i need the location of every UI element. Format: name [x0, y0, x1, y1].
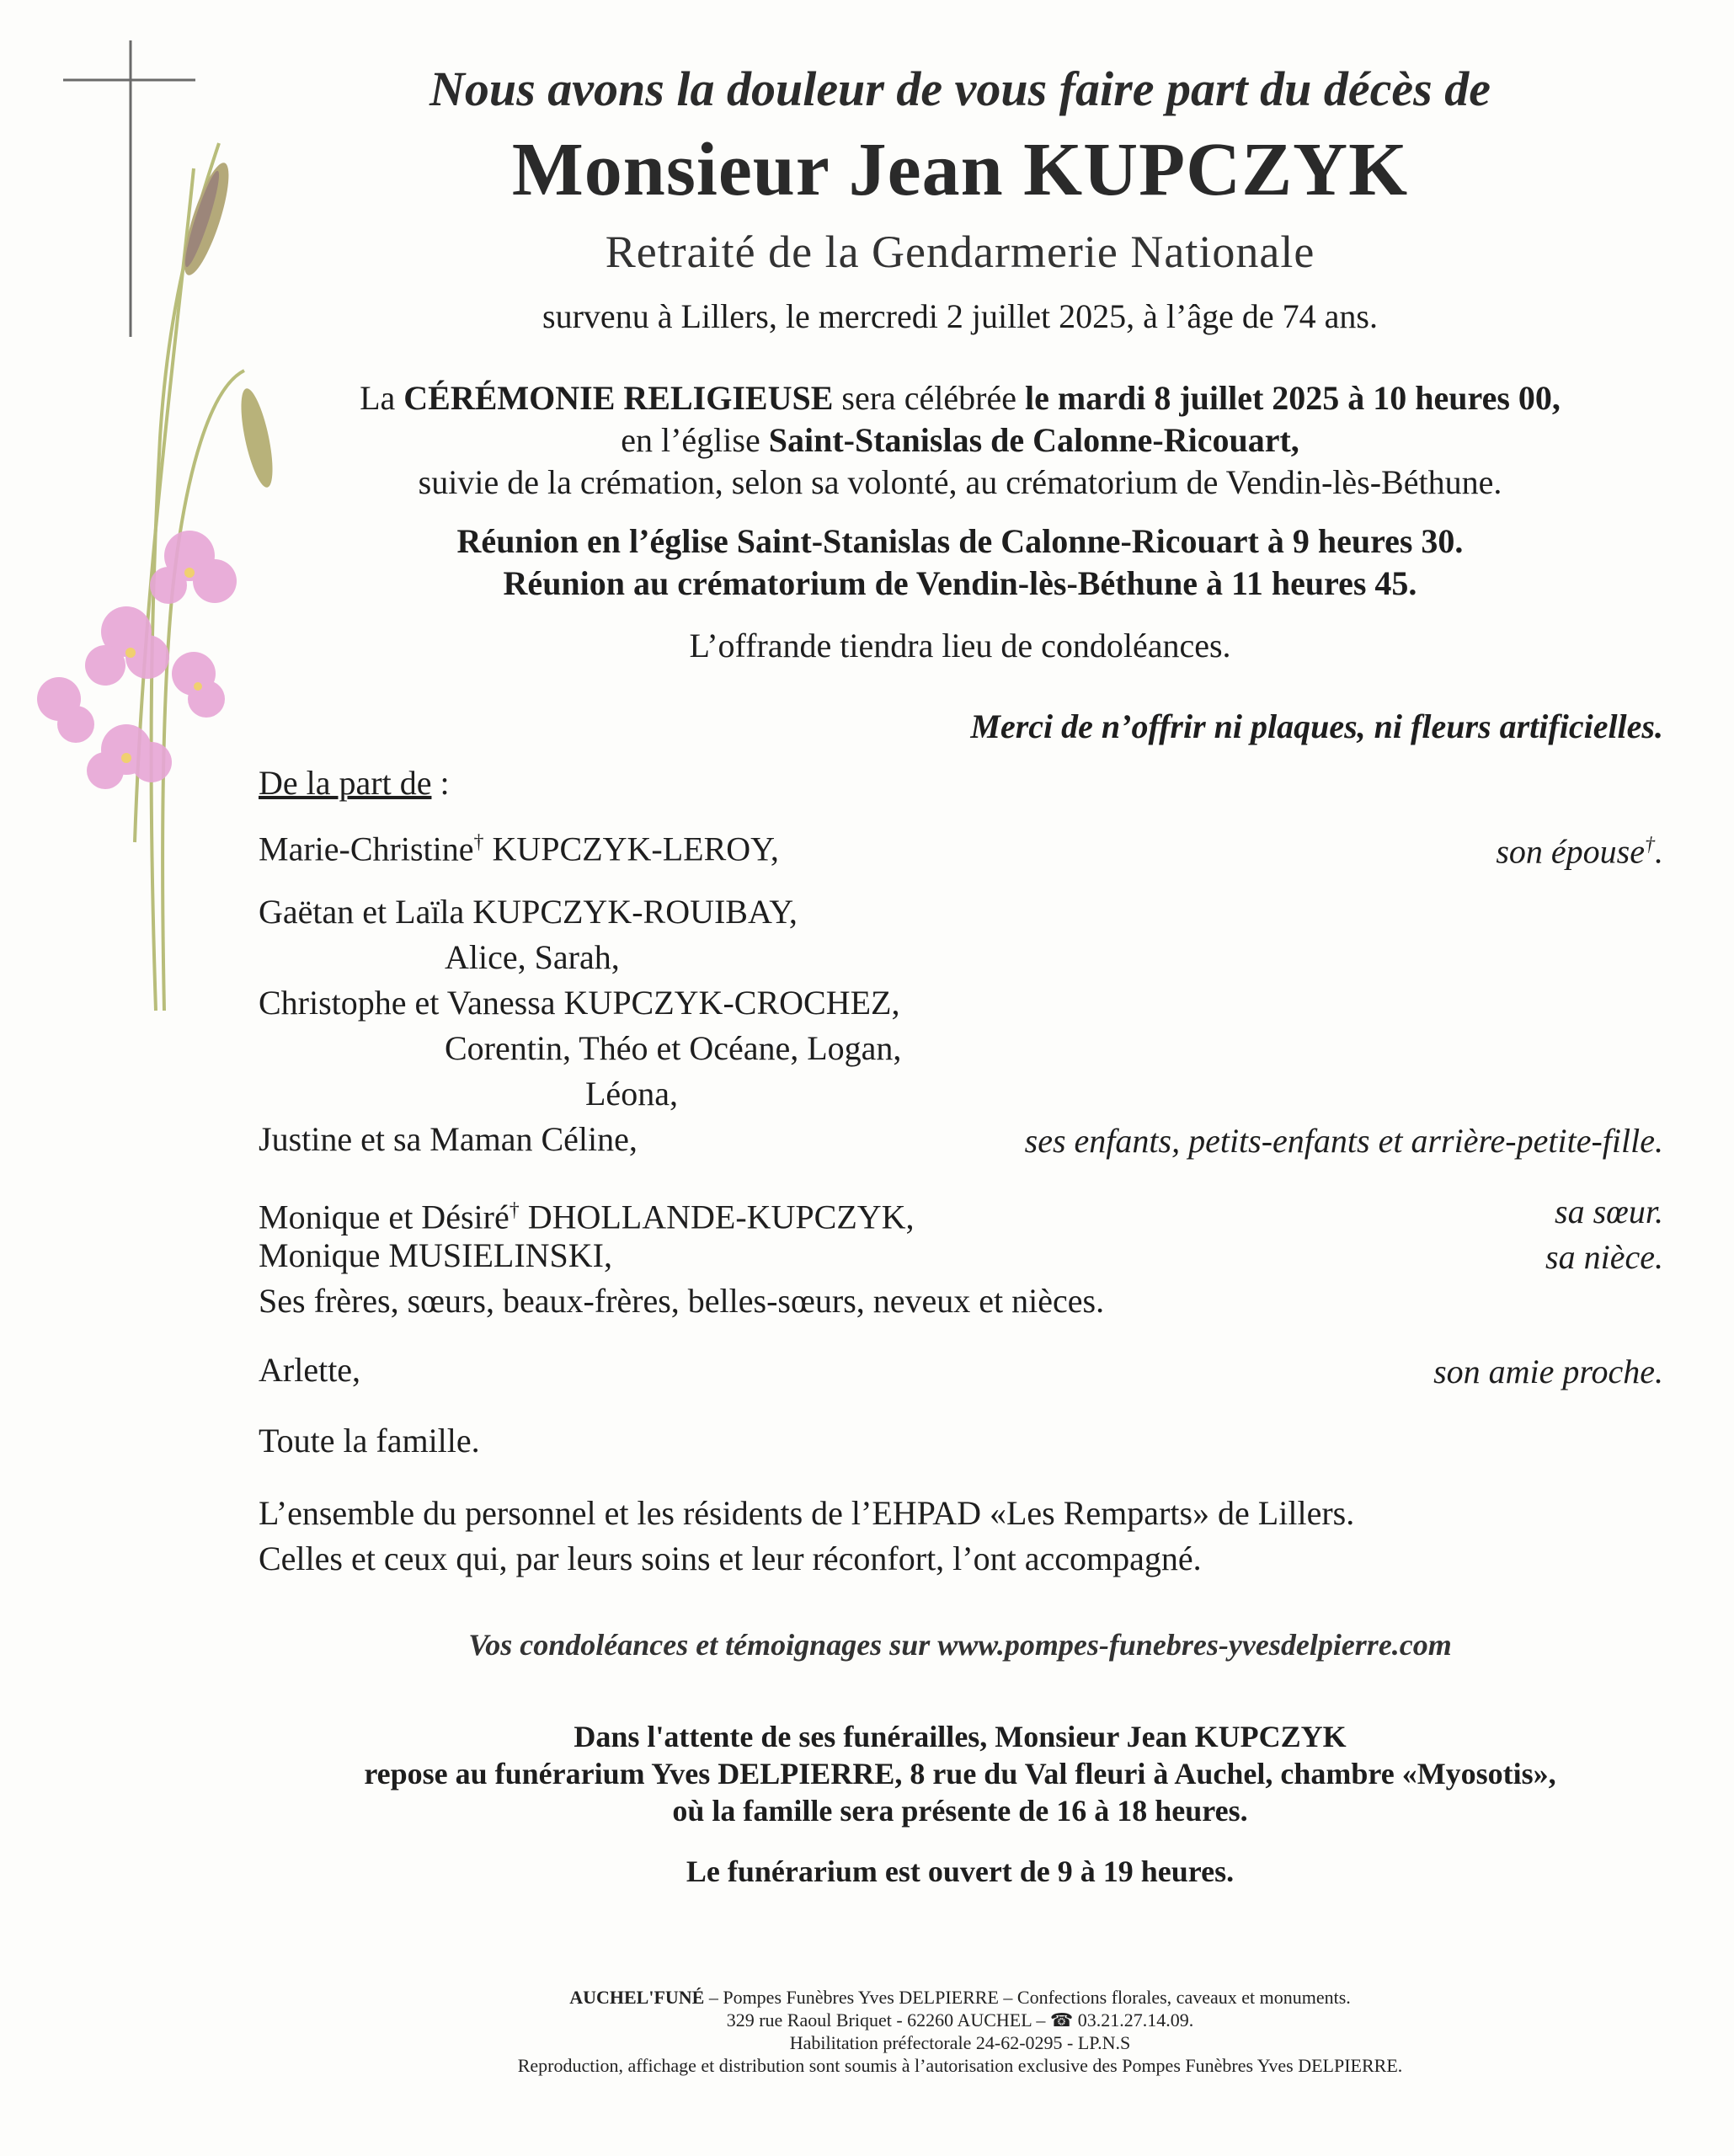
sister-name: Monique et Désiré† DHOLLANDE-KUPCZYK, [259, 1198, 915, 1236]
deceased-name: Monsieur Jean KUPCZYK [511, 128, 1409, 211]
funerarium-line-2: repose au funérarium Yves DELPIERRE, 8 rue du Val fleuri à Auchel, chambre «Myosotis», [364, 1757, 1556, 1790]
spouse-name: Marie-Christine† KUPCZYK-LEROY, [259, 830, 779, 868]
ehpad-line-2: Celles et ceux qui, par leurs soins et leur réconfort, l’ont accompagné. [259, 1540, 1202, 1577]
crematorium-meeting: Réunion au crématorium de Vendin-lès-Béthune à 11 heures 45. [503, 564, 1417, 602]
condolences-website: Vos condoléances et témoignages sur www.pompes-funebres-yvesdelpierre.com [468, 1628, 1452, 1662]
ceremony-line-3: suivie de la crémation, selon sa volonté, au crématorium de Vendin-lès-Béthune. [418, 463, 1502, 501]
spouse-role: son épouse†. [1496, 832, 1663, 871]
child-family-1: Gaëtan et Laïla KUPCZYK-ROUIBAY, [259, 893, 798, 931]
no-flowers-note: Merci de n’offrir ni plaques, ni fleurs artificielles. [970, 707, 1663, 745]
friend-name: Arlette, [259, 1351, 361, 1389]
child-family-3: Justine et sa Maman Céline, [259, 1120, 638, 1158]
deceased-occupation: Retraité de la Gendarmerie Nationale [605, 227, 1315, 277]
niece-role: sa nièce. [1545, 1238, 1663, 1276]
grandchildren-2: Corentin, Théo et Océane, Logan, [445, 1029, 902, 1067]
extended-family: Ses frères, sœurs, beaux-frères, belles-sœurs, neveux et nièces. [259, 1282, 1105, 1320]
pink-flowers [37, 531, 237, 789]
great-grandchild: Léona, [585, 1075, 678, 1113]
child-family-2: Christophe et Vanessa KUPCZYK-CROCHEZ, [259, 984, 900, 1022]
niece-name: Monique MUSIELINSKI, [259, 1236, 612, 1274]
footer-line-2: 329 rue Raoul Briquet - 62260 AUCHEL – ☎ 03.21.27.14.09. [726, 2009, 1194, 2031]
telephone-icon: ☎ [1049, 2009, 1074, 2031]
church-meeting: Réunion en l’église Saint-Stanislas de Calonne-Ricouart à 9 heures 30. [456, 522, 1464, 560]
friend-role: son amie proche. [1433, 1353, 1663, 1390]
offering-note: L’offrande tiendra lieu de condoléances. [689, 627, 1231, 664]
funerarium-hours: Le funérarium est ouvert de 9 à 19 heures. [686, 1854, 1235, 1888]
footer-line-3: Habilitation préfectorale 24-62-0295 - LP.N.S [789, 2032, 1131, 2053]
grandchildren-1: Alice, Sarah, [445, 938, 620, 976]
footer-line-4: Reproduction, affichage et distribution sont soumis à l’autorisation exclusive des Pompes Funèbres Yves DELPIERRE. [517, 2055, 1403, 2076]
cross-and-flowers-illustration [0, 0, 278, 1095]
announcement-intro: Nous avons la douleur de vous faire part du décès de [429, 61, 1491, 116]
ceremony-line-2: en l’église Saint-Stanislas de Calonne-Ricouart, [621, 421, 1299, 459]
ceremony-line-1: La CÉRÉMONIE RELIGIEUSE sera célébrée le mardi 8 juillet 2025 à 10 heures 00, [360, 379, 1561, 417]
from-label: De la part de : [259, 764, 450, 802]
ehpad-line-1: L’ensemble du personnel et les résidents de l’EHPAD «Les Remparts» de Lillers. [259, 1494, 1355, 1532]
death-details: survenu à Lillers, le mercredi 2 juillet 2025, à l’âge de 74 ans. [542, 297, 1378, 335]
cross-icon [63, 40, 195, 337]
sister-role: sa sœur. [1555, 1193, 1663, 1230]
funerarium-line-1: Dans l'attente de ses funérailles, Monsieur Jean KUPCZYK [574, 1720, 1347, 1753]
funerarium-line-3: où la famille sera présente de 16 à 18 heures. [672, 1794, 1248, 1828]
children-role: ses enfants, petits-enfants et arrière-petite-fille. [1024, 1122, 1663, 1160]
whole-family: Toute la famille. [259, 1422, 480, 1460]
footer-line-1: AUCHEL'FUNÉ – Pompes Funèbres Yves DELPIERRE – Confections florales, caveaux et monuments. [569, 1987, 1351, 2008]
